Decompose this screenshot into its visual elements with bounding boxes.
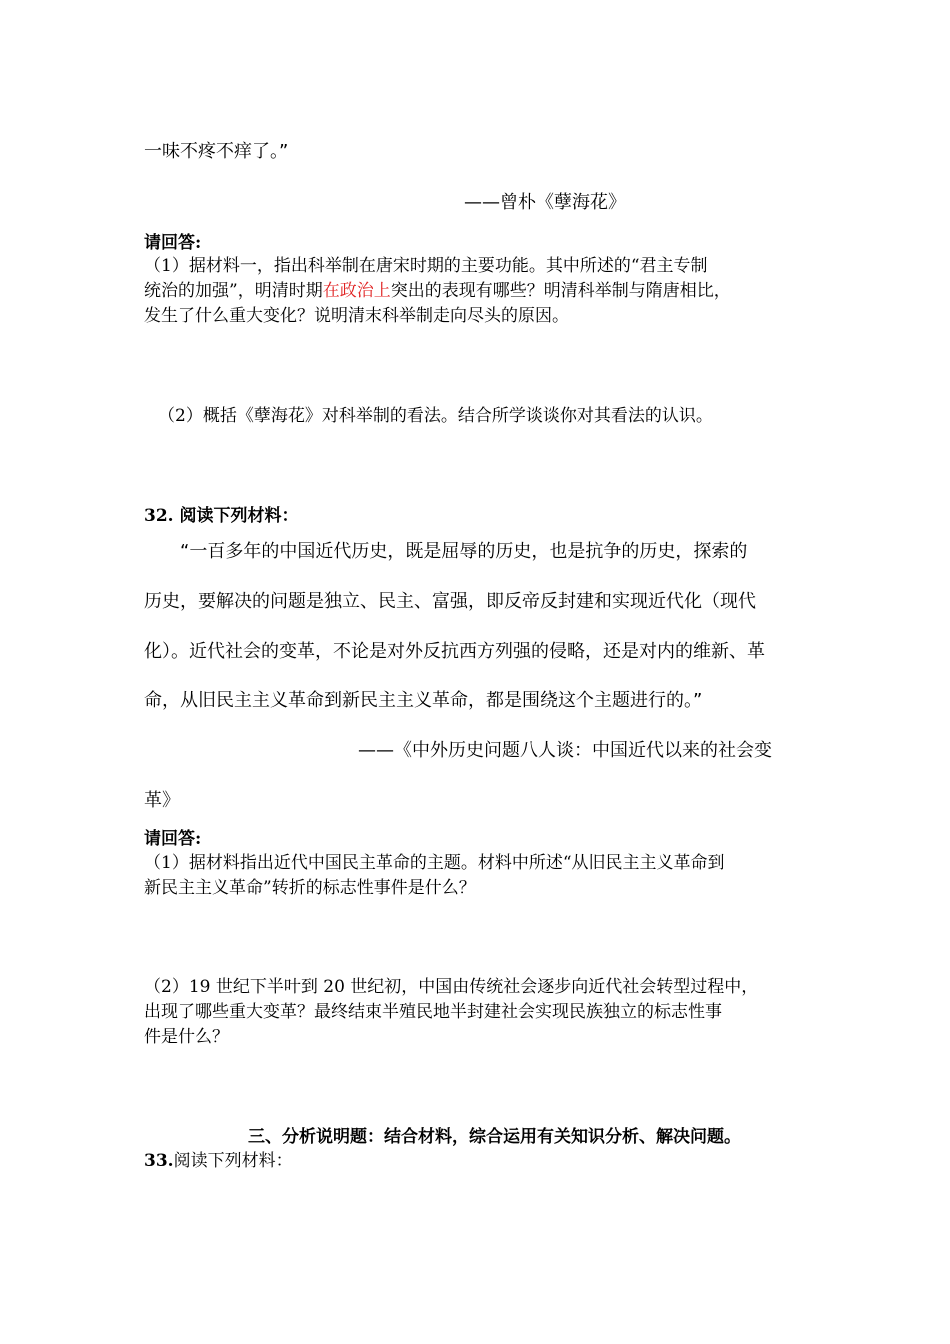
q31-part1-line2-after: 突出的表现有哪些？明清科举制与隋唐相比，: [390, 281, 731, 301]
q32-part2-line2: 出现了哪些重大变革？最终结束半殖民地半封建社会实现民族独立的标志性事: [144, 1002, 722, 1022]
q33-heading-text: 阅读下列材料：: [173, 1151, 293, 1171]
section-title: 三、分析说明题：结合材料，综合运用有关知识分析、解决问题。: [248, 1127, 741, 1147]
q33-number: 33.: [144, 1151, 174, 1171]
q32-part1-line2: 新民主主义革命”转折的标志性事件是什么？: [144, 878, 476, 898]
q32-part2-line1: （2）19 世纪下半叶到 20 世纪初，中国由传统社会逐步向近代社会转型过程中，: [144, 977, 759, 997]
q31-part1-line2-before: 统治的加强”，明清时期: [144, 281, 323, 301]
q33-heading: [144, 1146, 293, 1171]
answer-label: 请回答:: [144, 233, 202, 253]
q32-part2-line3: 件是什么？: [144, 1027, 229, 1047]
q32-quote-line3: 化）。近代社会的变革，不论是对外反抗西方列强的侵略，还是对内的维新、革: [144, 641, 765, 662]
highlighted-phrase: 在政治上: [322, 281, 391, 301]
q31-part1-line3: 发生了什么重大变化？说明清末科举制走向尽头的原因。: [144, 306, 569, 326]
q32-source-line2: 革》: [144, 790, 180, 811]
q32-heading: 32. 阅读下列材料：: [144, 506, 299, 526]
quote-tail: 一味不疼不痒了。”: [144, 141, 289, 162]
q32-quote-line2: 历史，要解决的问题是独立、民主、富强，即反帝反封建和实现近代化（现代: [144, 591, 756, 612]
q32-quote-line1: “一百多年的中国近代历史，既是屈辱的历史，也是抗争的历史，探索的: [180, 541, 748, 562]
q32-part1-line1: （1）据材料指出近代中国民主革命的主题。材料中所述“从旧民主主义革命到: [144, 853, 725, 873]
q31-part1-line2: [144, 276, 731, 301]
q32-source-line1: ——《中外历史问题八人谈：中国近代以来的社会变: [358, 740, 772, 761]
quote-source: ——曾朴《孽海花》: [464, 192, 626, 213]
q32-quote-line4: 命，从旧民主主义革命到新民主主义革命，都是围绕这个主题进行的。”: [144, 690, 703, 711]
q31-part1-line1: （1）据材料一，指出科举制在唐宋时期的主要功能。其中所述的“君主专制: [144, 256, 708, 276]
q31-part2: （2）概括《孽海花》对科举制的看法。结合所学谈谈你对其看法的认识。: [158, 406, 713, 426]
answer-label: 请回答:: [144, 829, 202, 849]
